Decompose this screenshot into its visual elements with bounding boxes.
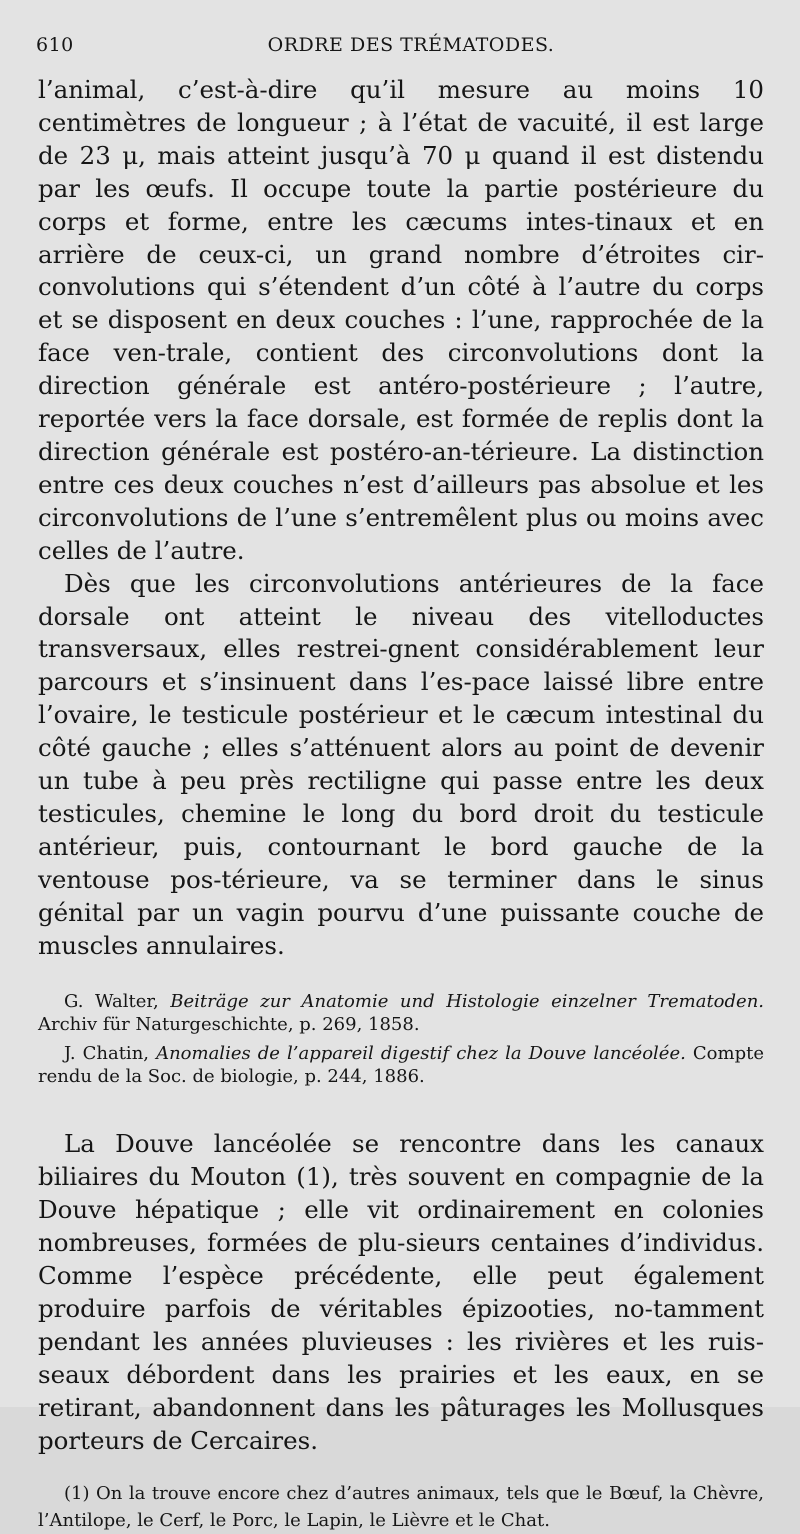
reference-walter (38, 990, 764, 1036)
reference-title: Beiträge zur Anatomie und Histologie einzelner Trematoden. (170, 991, 765, 1013)
page-number: 610 (36, 34, 74, 56)
reference-source: Compte rendu de la Soc. de biologie, p. 244, 1886. (38, 1043, 764, 1088)
footnote (38, 1480, 764, 1534)
paragraph-circonvolutions: Dès que les circonvolutions antérieures de la face dorsale ont atteint le niveau des vitelloductes transversaux, elles restrei-gnent considérablement leur parcours et s’insinuent dans l’es-pace laissé libre entre l’ovaire, le testicule postérieur et le cæcum intestinal du côté gauche ; elles s’atténuent alors au point de devenir un tube à peu près rectiligne qui passe entre les deux testicules, chemine le long du bord droit du testicule antérieur, puis, contournant le bord gauche de la ventouse pos-térieure, va se terminer dans le sinus génital par un vagin pourvu d’une puissante couche de muscles annulaires. (38, 568, 764, 960)
bibliography (38, 990, 764, 1088)
footnote-text: (1) On la trouve encore chez d’autres animaux, tels que le Bœuf, la Chèvre, l’Antilope, le Cerf, le Porc, le Lapin, le Lièvre et le Chat. (38, 1482, 764, 1531)
section-gap (38, 1094, 764, 1128)
reference-author: J. Chatin, (64, 1043, 150, 1065)
reference-source: Archiv für Naturgeschichte, p. 269, 1858. (38, 1014, 420, 1036)
reference-title: Anomalies de l’appareil digestif chez la Douve lancéolée. (156, 1043, 686, 1065)
running-title: ORDRE DES TRÉMATODES. (267, 34, 555, 56)
paragraph-douve-lanceolee: La Douve lancéolée se rencontre dans les canaux biliaires du Mouton (1), très souvent en compagnie de la Douve hépatique ; elle vit ordinairement en colonies nombreuses, formées de plu-sieurs centaines d’individus. Comme l’espèce précédente, elle peut également produire parfois de véritables épizooties, no-tamment pendant les années pluvieuses : les rivières et les ruis-seaux débordent dans les prairies et les eaux, en se retirant, abandonnent dans les pâturages les Mollusques porteurs de Cercaires. (38, 1129, 764, 1455)
page-body (38, 74, 764, 1534)
paragraph-continued: l’animal, c’est-à-dire qu’il mesure au moins 10 centimètres de longueur ; à l’état de vacuité, il est large de 23 μ, mais atteint jusqu’à 70 μ quand il est distendu par les œufs. Il occupe toute la partie postérieure du corps et forme, entre les cæcums intes-tinaux et en arrière de ceux-ci, un grand nombre d’étroites cir-convolutions qui s’étendent d’un côté à l’autre du corps et se disposent en deux couches : l’une, rapprochée de la face ven-trale, contient des circonvolutions dont la direction générale est antéro-postérieure ; l’autre, reportée vers la face dorsale, est formée de replis dont la direction générale est postéro-an-térieure. La distinction entre ces deux couches n’est d’ailleurs pas absolue et les circonvolutions de l’une s’entremêlent plus ou moins avec celles de l’autre. (38, 75, 764, 565)
running-header (36, 34, 756, 64)
reference-author: G. Walter, (64, 991, 159, 1013)
reference-chatin (38, 1042, 764, 1088)
